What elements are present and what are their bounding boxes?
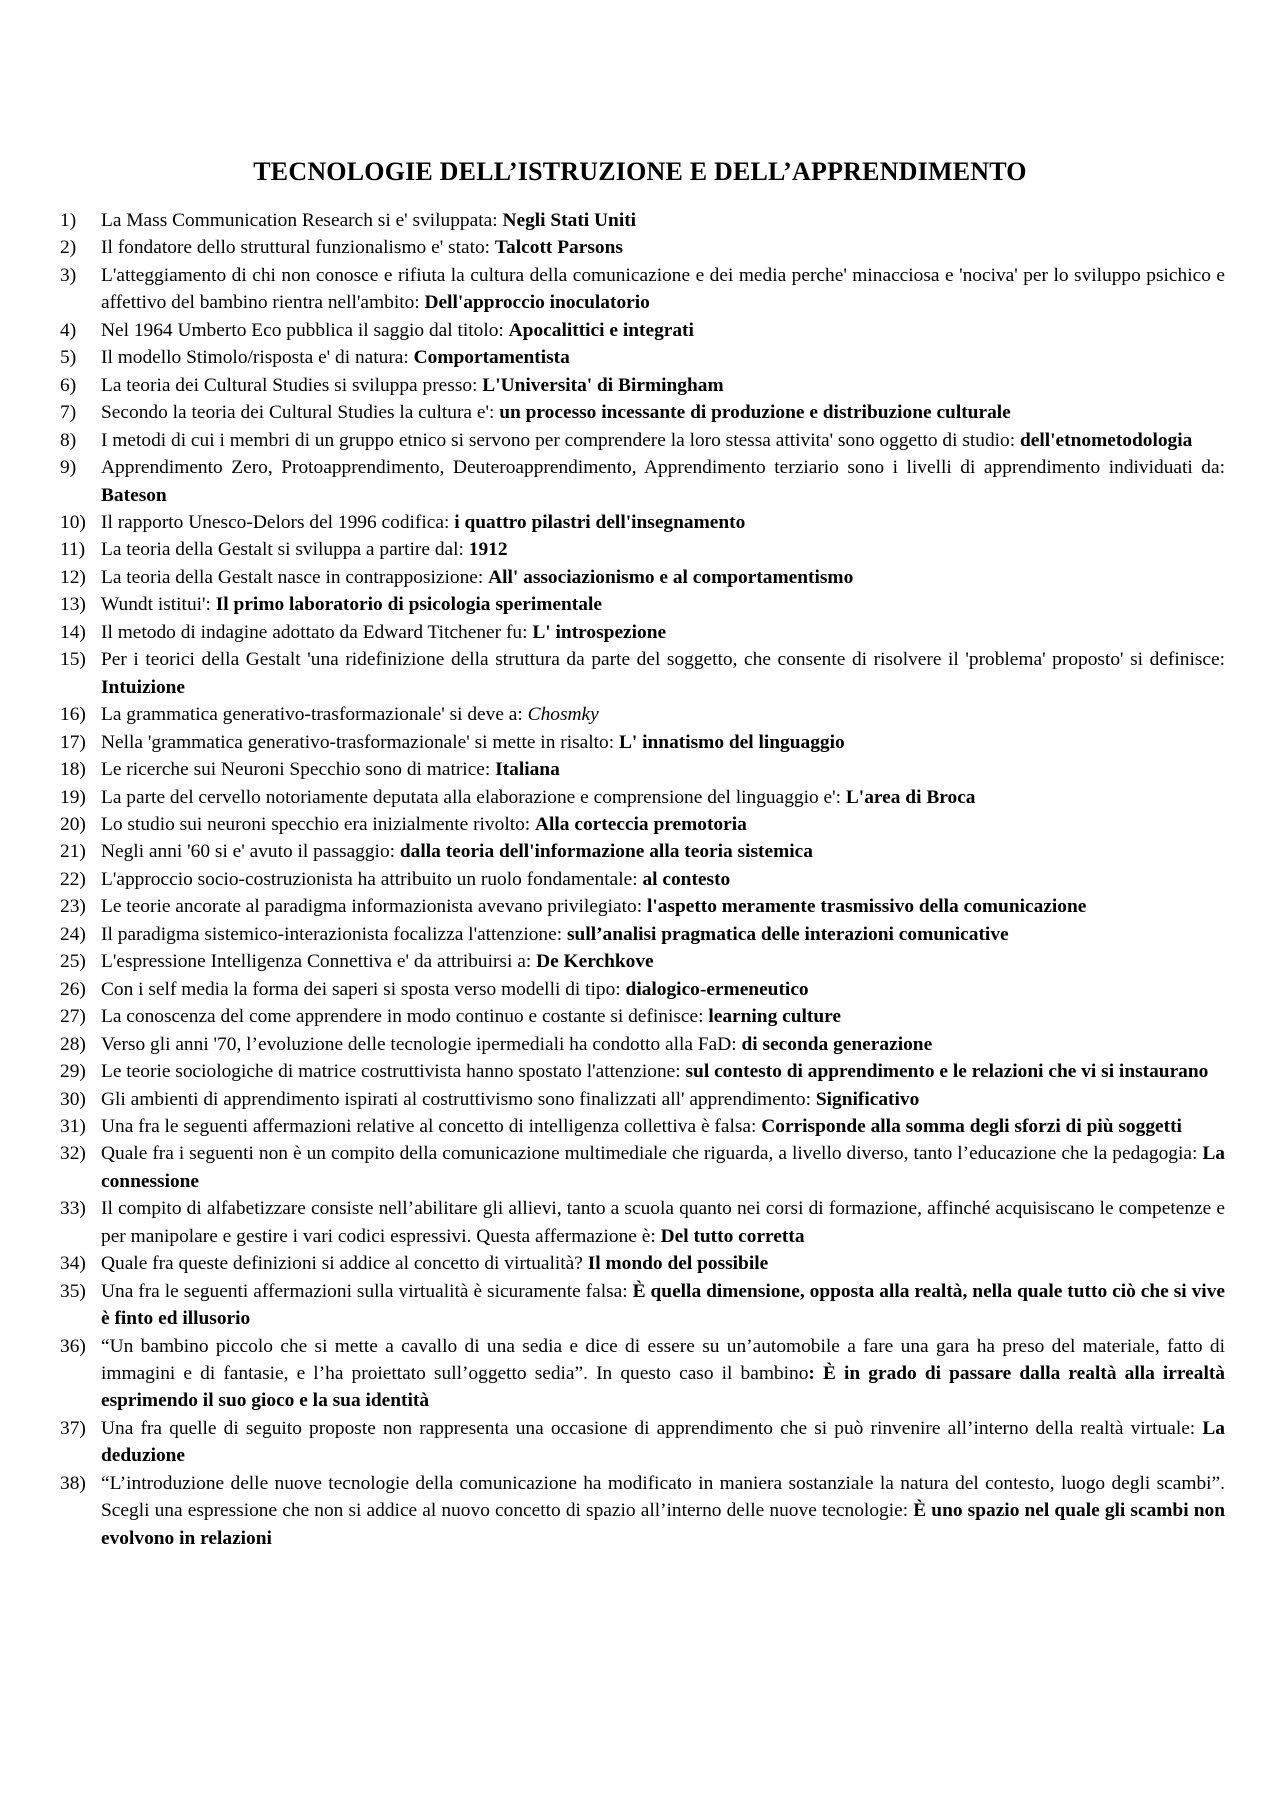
question-text: Quale fra i seguenti non è un compito della comunicazione multimediale che riguarda, a livello diverso, tanto l’educazione che la pedagogia: [101, 1143, 1203, 1165]
question-text: Negli anni '60 si e' avuto il passaggio: [101, 841, 400, 863]
question-text: Una fra le seguenti affermazioni relative al concetto di intelligenza collettiva è falsa: [101, 1115, 762, 1137]
page-title: TECNOLOGIE DELL’ISTRUZIONE E DELL’APPRENDIMENTO [253, 157, 1027, 186]
answer-text: La connessione [101, 1143, 1225, 1192]
question-item [60, 646, 1225, 701]
question-item [60, 976, 1225, 1003]
answer-text: È uno spazio nel quale gli scambi non evolvono in relazioni [101, 1500, 1225, 1549]
question-item [60, 427, 1225, 454]
answer-text: sul contesto di apprendimento e le relazioni che vi si instaurano [685, 1061, 1209, 1083]
question-item [60, 399, 1225, 426]
question-item [60, 536, 1225, 563]
question-number: 5) [60, 347, 77, 369]
question-item [60, 1058, 1225, 1085]
question-number: 27) [60, 1006, 86, 1028]
question-number: 25) [60, 951, 86, 973]
question-item [60, 234, 1225, 261]
question-text: Con i self media la forma dei saperi si sposta verso modelli di tipo: [101, 978, 626, 1000]
answer-text: Corrisponde alla somma degli sforzi di più soggetti [761, 1115, 1182, 1137]
answer-text: al contesto [642, 868, 731, 890]
question-item [60, 1195, 1225, 1250]
question-number: 4) [60, 319, 77, 341]
question-item [60, 317, 1225, 344]
answer-text: learning culture [708, 1006, 842, 1028]
answer-text: De Kerchkove [536, 951, 654, 973]
question-number: 22) [60, 868, 86, 890]
answer-text: 1912 [468, 539, 508, 561]
answer-text: La deduzione [101, 1417, 1225, 1467]
question-item [60, 811, 1225, 838]
question-item [60, 866, 1225, 893]
question-text: Il compito di alfabetizzare consiste nell’abilitare gli allievi, tanto a scuola quanto nei corsi di formazione, affinché acquisiscano le competenze e per manipolare e gestire i vari codici espressivi. Questa affermazione è: [101, 1198, 1225, 1247]
question-number: 38) [60, 1472, 86, 1494]
answer-text: Chosmky [527, 704, 599, 726]
question-number: 23) [60, 896, 86, 918]
answer-text: Comportamentista [413, 347, 570, 369]
question-text: Il paradigma sistemico-interazionista focalizza l'attenzione: [101, 923, 567, 945]
question-item [60, 784, 1225, 811]
question-item [60, 207, 1225, 234]
answer-text: Bateson [101, 484, 167, 506]
question-number: 24) [60, 923, 86, 945]
answer-text: sull’analisi pragmatica delle interazioni comunicative [566, 923, 1009, 945]
question-text: Wundt istitui': [101, 594, 216, 616]
question-text: Per i teorici della Gestalt 'una ridefinizione della struttura da parte del soggetto, che consente di risolvere il 'problema' proposto' si definisce: [101, 649, 1225, 671]
question-number: 35) [60, 1280, 86, 1302]
answer-text: : È in grado di passare dalla realtà alla irrealtà esprimendo il suo gioco e la sua identità [101, 1363, 1225, 1412]
question-text: Una fra quelle di seguito proposte non rappresenta una occasione di apprendimento che si può rinvenire all’interno della realtà virtuale: [101, 1417, 1203, 1439]
question-text: Secondo la teoria dei Cultural Studies la cultura e': [101, 402, 500, 424]
question-text: Le teorie ancorate al paradigma informazionista avevano privilegiato: [101, 896, 647, 918]
question-number: 11) [60, 539, 86, 561]
question-item [60, 591, 1225, 618]
question-text: L'atteggiamento di chi non conosce e rifiuta la cultura della comunicazione e dei media perche' minacciosa e 'nociva' per lo sviluppo psichico e affettivo del bambino rientra nell'ambito: [101, 264, 1225, 314]
question-item [60, 454, 1225, 509]
question-item [60, 838, 1225, 865]
question-number: 19) [60, 786, 86, 808]
question-text: Nel 1964 Umberto Eco pubblica il saggio dal titolo: [101, 319, 509, 341]
answer-text: L' innatismo del linguaggio [618, 731, 845, 753]
answer-text: dialogico-ermeneutico [625, 978, 809, 1000]
question-number: 21) [60, 841, 86, 863]
question-text: Il rapporto Unesco-Delors del 1996 codifica: [101, 511, 455, 533]
answer-text: Talcott Parsons [494, 237, 623, 259]
question-number: 1) [60, 210, 77, 231]
answer-text: Intuizione [101, 676, 186, 698]
answer-text: Il mondo del possibile [587, 1253, 769, 1275]
answer-text: Del tutto corretta [660, 1225, 805, 1247]
question-text: La teoria dei Cultural Studies si sviluppa presso: [101, 374, 483, 396]
question-number: 36) [60, 1335, 86, 1357]
question-text: Nella 'grammatica generativo-trasformazionale' si mette in risalto: [101, 731, 619, 753]
question-number: 3) [60, 264, 77, 286]
question-item [60, 1278, 1225, 1333]
question-number: 2) [60, 237, 77, 259]
question-item [60, 372, 1225, 399]
question-text: Il modello Stimolo/risposta e' di natura: [101, 347, 414, 369]
answer-text: Dell'approccio inoculatorio [424, 292, 650, 314]
question-text: La grammatica generativo-trasformazionale' si deve a: [101, 704, 528, 726]
question-item [60, 921, 1225, 948]
question-item [60, 1415, 1225, 1470]
answer-text: L' introspezione [532, 621, 667, 643]
question-number: 37) [60, 1417, 86, 1439]
question-text: L'approccio socio-costruzionista ha attribuito un ruolo fondamentale: [101, 868, 643, 890]
question-item [60, 262, 1225, 317]
question-item [60, 1250, 1225, 1277]
question-text: Apprendimento Zero, Protoapprendimento, Deuteroapprendimento, Apprendimento terziario sono i livelli di apprendimento individuati da: [101, 457, 1225, 479]
question-text: Lo studio sui neuroni specchio era inizialmente rivolto: [101, 813, 536, 835]
answer-text: un processo incessante di produzione e distribuzione culturale [499, 402, 1011, 424]
question-text: Una fra le seguenti affermazioni sulla virtualità è sicuramente falsa: [101, 1280, 633, 1302]
question-item [60, 893, 1225, 920]
question-text: Quale fra queste definizioni si addice al concetto di virtualità? [101, 1253, 588, 1275]
question-text: La teoria della Gestalt si sviluppa a partire dal: [101, 539, 469, 561]
question-number: 34) [60, 1253, 86, 1275]
question-item [60, 1003, 1225, 1030]
question-text: La conoscenza del come apprendere in modo continuo e costante si definisce: [101, 1006, 709, 1028]
answer-text: Il primo laboratorio di psicologia sperimentale [215, 594, 602, 616]
answer-text: L'area di Broca [845, 786, 976, 808]
question-number: 14) [60, 621, 86, 643]
question-item [60, 1086, 1225, 1113]
question-list [60, 207, 1225, 1552]
answer-text: Apocalittici e integrati [508, 319, 694, 341]
question-text: L'espressione Intelligenza Connettiva e' da attribuirsi a: [101, 951, 537, 973]
question-number: 6) [60, 374, 77, 396]
question-item [60, 1470, 1225, 1552]
question-item [60, 756, 1225, 783]
question-item [60, 564, 1225, 591]
question-text: Le ricerche sui Neuroni Specchio sono di matrice: [101, 759, 496, 781]
answer-text: Alla corteccia premotoria [535, 813, 747, 835]
question-item [60, 344, 1225, 371]
answer-text: di seconda generazione [741, 1033, 933, 1055]
question-item [60, 729, 1225, 756]
question-number: 17) [60, 731, 86, 753]
question-number: 32) [60, 1143, 86, 1165]
question-item [60, 1140, 1225, 1195]
question-number: 18) [60, 759, 86, 781]
question-number: 12) [60, 566, 86, 588]
question-number: 28) [60, 1033, 86, 1055]
answer-text: Negli Stati Uniti [502, 210, 637, 231]
answer-text: All' associazionismo e al comportamentismo [488, 566, 854, 588]
question-text: Il fondatore dello struttural funzionalismo e' stato: [101, 237, 495, 259]
question-text: La Mass Communication Research si e' sviluppata: [101, 210, 503, 231]
question-text: “Un bambino piccolo che si mette a cavallo di una sedia e dice di essere su un’automobile a fare una gara ha preso del materiale, fatto di immagini e di fantasie, e l’ha proiettato sull’oggetto sedia”. In questo caso il bambino [101, 1335, 1225, 1385]
answer-text: L'Universita' di Birmingham [482, 374, 724, 396]
answer-text: Italiana [495, 759, 560, 781]
question-text: La teoria della Gestalt nasce in contrapposizione: [101, 566, 489, 588]
question-text: Le teorie sociologiche di matrice costruttivista hanno spostato l'attenzione: [101, 1061, 686, 1083]
question-text: Il metodo di indagine adottato da Edward Titchener fu: [101, 621, 533, 643]
question-number: 15) [60, 649, 86, 671]
question-number: 16) [60, 704, 86, 726]
question-number: 33) [60, 1198, 86, 1220]
question-item [60, 509, 1225, 536]
question-number: 9) [60, 457, 77, 479]
question-item [60, 1031, 1225, 1058]
question-text: Gli ambienti di apprendimento ispirati al costruttivismo sono finalizzati all' apprendimento: [101, 1088, 816, 1110]
answer-text: dalla teoria dell'informazione alla teoria sistemica [399, 841, 813, 863]
question-number: 7) [60, 402, 77, 424]
question-text: “L’introduzione delle nuove tecnologie della comunicazione ha modificato in maniera sostanziale la natura del contesto, luogo degli scambi”. Scegli una espressione che non si addice al nuovo concetto di spazio all’interno delle nuove tecnologie: [101, 1472, 1225, 1522]
question-item [60, 1113, 1225, 1140]
question-number: 8) [60, 429, 77, 451]
question-number: 26) [60, 978, 86, 1000]
answer-text: l'aspetto meramente trasmissivo della comunicazione [646, 896, 1087, 918]
question-number: 13) [60, 594, 86, 616]
question-item [60, 1333, 1225, 1415]
question-number: 31) [60, 1115, 86, 1137]
answer-text: È quella dimensione, opposta alla realtà, nella quale tutto ciò che si vive è finto ed illusorio [101, 1280, 1225, 1330]
answer-text: i quattro pilastri dell'insegnamento [454, 511, 746, 533]
question-text: Verso gli anni '70, l’evoluzione delle tecnologie ipermediali ha condotto alla FaD: [101, 1033, 742, 1055]
question-number: 29) [60, 1061, 86, 1083]
question-item [60, 701, 1225, 728]
answer-text: dell'etnometodologia [1019, 429, 1193, 451]
question-item [60, 948, 1225, 975]
question-number: 30) [60, 1088, 86, 1110]
question-item [60, 619, 1225, 646]
question-text: La parte del cervello notoriamente deputata alla elaborazione e comprensione del linguaggio e': [101, 786, 846, 808]
answer-text: Significativo [815, 1088, 920, 1110]
question-number: 10) [60, 511, 86, 533]
question-number: 20) [60, 813, 86, 835]
question-text: I metodi di cui i membri di un gruppo etnico si servono per comprendere la loro stessa attivita' sono oggetto di studio: [101, 429, 1020, 451]
